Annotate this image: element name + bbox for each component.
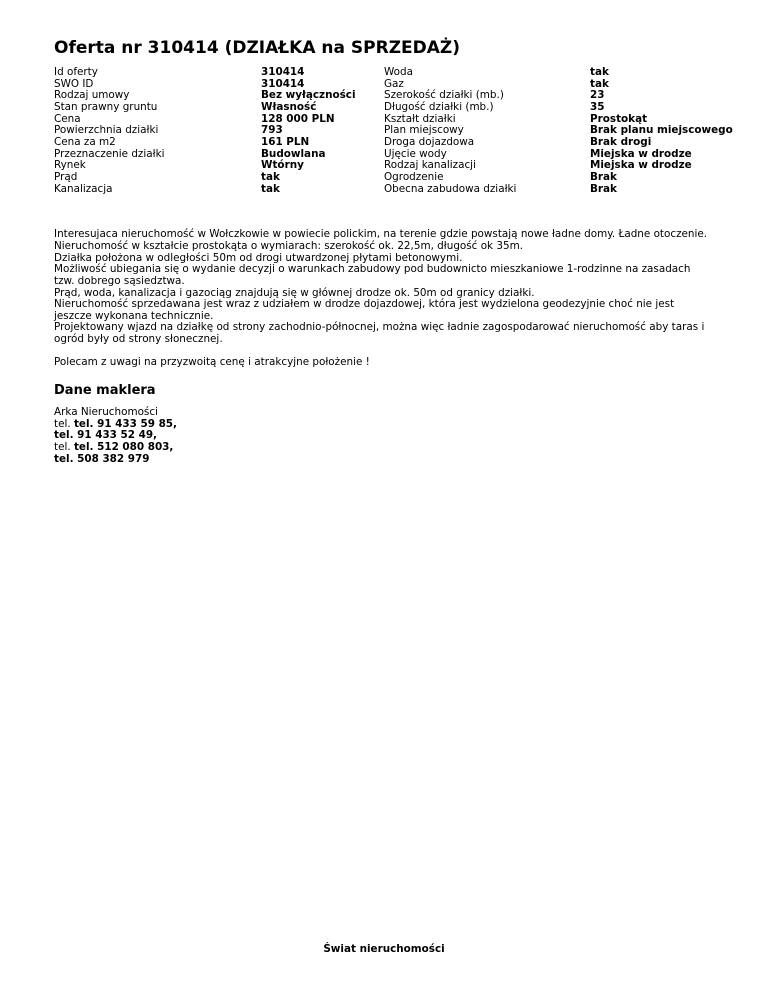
property-value: Własność [261, 100, 317, 113]
offer-page [54, 38, 734, 465]
page-title: Oferta nr 310414 (DZIAŁKA na SPRZEDAŻ) [54, 38, 461, 58]
phone-number: tel. 508 382 979 [54, 452, 150, 465]
phone-number: tel. 91 433 52 49, [54, 429, 158, 442]
property-value: tak [590, 66, 609, 78]
property-label: Kanalizacja [54, 182, 113, 195]
property-value: Brak [590, 182, 617, 195]
property-label: Rodzaj kanalizacji [384, 159, 476, 172]
property-value: Brak drogi [590, 135, 652, 148]
closing-line: Polecam z uwagi na przyzwoitą cenę i atrakcyjne położenie ! [54, 356, 370, 369]
phone-prefix: tel. [54, 441, 74, 454]
property-label: Ujęcie wody [384, 147, 447, 160]
phone-number: tel. 512 080 803, [73, 441, 174, 454]
property-value: Brak [590, 170, 617, 183]
property-value: Prostokąt [590, 112, 648, 125]
agent-heading: Dane maklera [54, 383, 156, 399]
property-value: 161 PLN [261, 135, 310, 148]
property-value: Miejska w drodze [590, 159, 692, 172]
property-label: Cena [54, 112, 81, 125]
property-label: Id oferty [54, 66, 98, 78]
agent-company: Arka Nieruchomości [54, 406, 158, 419]
property-label: Ogrodzenie [384, 170, 444, 183]
property-value: Brak planu miejscowego [590, 124, 733, 137]
property-label: Rodzaj umowy [54, 89, 130, 102]
property-value: Bez wyłączności [261, 89, 356, 102]
agent-contact [54, 407, 734, 465]
property-label: Długość działki (mb.) [384, 100, 494, 113]
property-label: Plan miejscowy [384, 124, 464, 137]
agent-phone-line [54, 442, 734, 454]
property-label: Szerokość działki (mb.) [384, 89, 504, 102]
property-value: 23 [590, 89, 605, 102]
description-line: Projektowany wjazd na działkę od strony zachodnio-północnej, można więc ładnie zagospodarować nieruchomość aby taras i ogród były od strony słonecznej. [54, 321, 705, 346]
description-line: Nieruchomość w kształcie prostokąta o wymiarach: szerokość ok. 22,5m, długość ok 35m. [54, 239, 524, 252]
property-value: 35 [590, 100, 605, 113]
phone-number: tel. 91 433 59 85, [73, 417, 177, 430]
property-value: tak [261, 182, 280, 195]
property-label: Powierzchnia działki [54, 124, 159, 137]
property-value: 793 [261, 124, 283, 137]
agent-phone-line [54, 454, 734, 466]
property-label: Prąd [54, 170, 78, 183]
description-line: Interesujaca nieruchomość w Wołczkowie w powiecie polickim, na terenie gdzie powstają nowe ładne domy. Ładne otoczenie. [54, 228, 708, 241]
property-value: Budowlana [261, 147, 326, 160]
property-label: Obecna zabudowa działki [384, 182, 517, 195]
left-labels-column [54, 67, 261, 195]
page-footer: Świat nieruchomości [323, 943, 445, 955]
description-line: Możliwość ubiegania się o wydanie decyzji o warunkach zabudowy pod budownicto mieszkaniowe 1-rodzinne na zasadach tzw. dobrego sąsiedztwa. [54, 263, 691, 287]
property-value: 310414 [261, 77, 305, 90]
property-label: Droga dojazdowa [384, 135, 475, 148]
property-label: Gaz [384, 77, 404, 90]
property-label: Woda [384, 66, 413, 78]
property-label: Cena za m2 [54, 135, 116, 148]
description-line: Działka położona w odległości 50m od drogi utwardzonej płytami betonowymi. [54, 251, 463, 264]
offer-description [54, 229, 714, 369]
property-label: Przeznaczenie działki [54, 147, 165, 160]
right-labels-column [384, 67, 590, 195]
phone-prefix: tel. [54, 417, 74, 430]
left-values-column [261, 67, 384, 195]
properties-table [54, 67, 734, 195]
description-line: Nieruchomość sprzedawana jest wraz z udziałem w drodze dojazdowej, która jest wydzielona geodezyjnie choć nie jest jeszcze wykonana technicznie. [54, 298, 675, 322]
property-value: Miejska w drodze [590, 147, 692, 160]
property-value: tak [261, 170, 280, 183]
property-label: Stan prawny gruntu [54, 100, 158, 113]
property-label: Rynek [54, 159, 86, 172]
property-value: 310414 [261, 66, 305, 78]
property-label: Kształt działki [384, 112, 456, 125]
right-values-column [590, 67, 740, 195]
property-value: 128 000 PLN [261, 112, 335, 125]
property-value: Wtórny [261, 159, 304, 172]
property-value: tak [590, 77, 609, 90]
description-line: Prąd, woda, kanalizacja i gazociąg znajdują się w głównej drodze ok. 50m od granicy działki. [54, 286, 535, 299]
property-label: SWO ID [54, 77, 94, 90]
